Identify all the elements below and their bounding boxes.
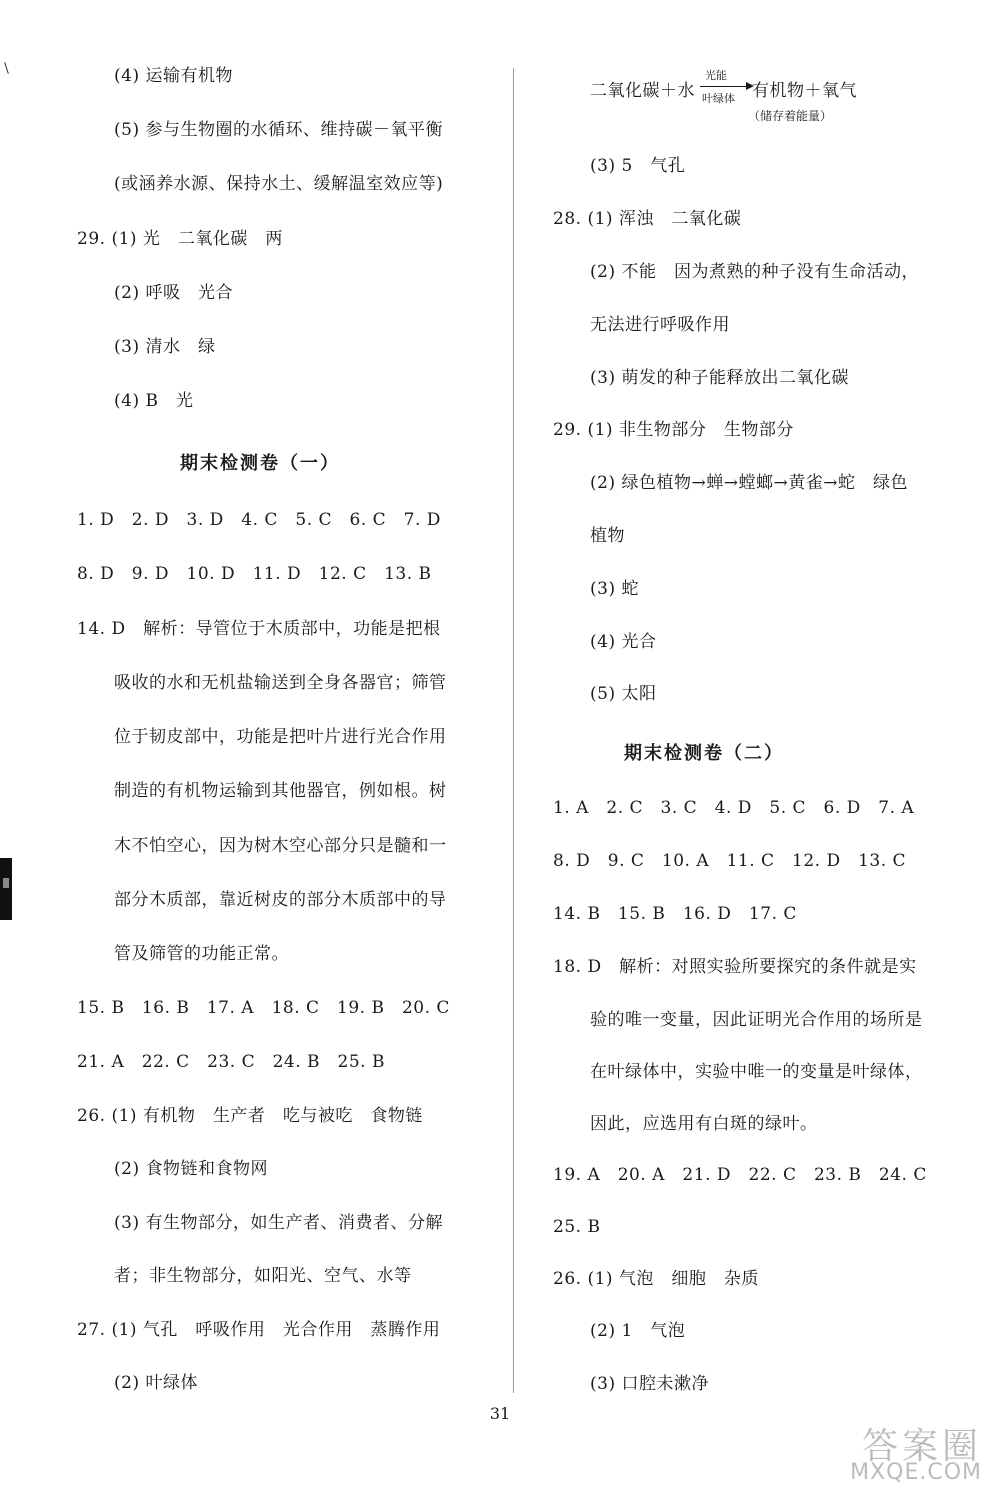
left-line: (2) 食物链和食物网 — [114, 1159, 268, 1179]
margin-mark-inner — [3, 878, 9, 888]
right-line: (2) 1 气泡 — [590, 1321, 686, 1341]
left-line: 15. B 16. B 17. A 18. C 19. B 20. C — [77, 998, 450, 1018]
margin-mark — [0, 858, 12, 920]
column-divider — [513, 68, 514, 1393]
right-line: (3) 萌发的种子能释放出二氧化碳 — [590, 368, 849, 388]
right-line: 29. (1) 非生物部分 生物部分 — [553, 420, 794, 440]
watermark-logo — [822, 1418, 982, 1484]
right-line: (2) 不能 因为煮熟的种子没有生命活动， — [590, 262, 919, 282]
right-line: 26. (1) 气泡 细胞 杂质 — [553, 1269, 759, 1289]
left-line: 位于韧皮部中，功能是把叶片进行光合作用 — [114, 727, 447, 747]
right-line: (4) 光合 — [590, 632, 657, 652]
right-line: 因此，应选用有白斑的绿叶。 — [590, 1114, 818, 1134]
margin-tick — [4, 62, 9, 74]
left-line: (2) 呼吸 光合 — [114, 283, 233, 303]
right-line: 18. D 解析：对照实验所要探究的条件就是实 — [553, 957, 917, 977]
left-line: 29. (1) 光 二氧化碳 两 — [77, 229, 283, 249]
right-line: 验的唯一变量，因此证明光合作用的场所是 — [590, 1010, 923, 1030]
right-line: 19. A 20. A 21. D 22. C 23. B 24. C — [553, 1165, 927, 1185]
right-line: 1. A 2. C 3. C 4. D 5. C 6. D 7. A — [553, 798, 915, 818]
equation-condition-light: 光能 — [705, 69, 727, 82]
equation-condition-chloroplast: 叶绿体 — [702, 92, 735, 105]
left-line: (2) 叶绿体 — [114, 1373, 198, 1393]
right-line: 无法进行呼吸作用 — [590, 315, 730, 335]
watermark-url: MXQE.COM — [850, 1460, 982, 1485]
right-line: 14. B 15. B 16. D 17. C — [553, 904, 797, 924]
equation-arrow-line — [700, 86, 752, 87]
section-heading-final-exam-1: 期末检测卷（一） — [180, 453, 340, 474]
left-line: (4) B 光 — [114, 391, 194, 411]
left-line: 26. (1) 有机物 生产者 吃与被吃 食物链 — [77, 1106, 423, 1126]
left-line: (或涵养水源、保持水土、缓解温室效应等) — [114, 174, 444, 194]
left-line: 1. D 2. D 3. D 4. C 5. C 6. C 7. D — [77, 510, 441, 530]
left-line: 8. D 9. D 10. D 11. D 12. C 13. B — [77, 564, 432, 584]
left-line: 21. A 22. C 23. C 24. B 25. B — [77, 1052, 385, 1072]
left-line: 制造的有机物运输到其他器官，例如根。树 — [114, 781, 447, 801]
right-line: 8. D 9. C 10. A 11. C 12. D 13. C — [553, 851, 907, 871]
left-line: 部分木质部，靠近树皮的部分木质部中的导 — [114, 890, 447, 910]
right-line: (3) 蛇 — [590, 579, 639, 599]
left-line: 27. (1) 气孔 呼吸作用 光合作用 蒸腾作用 — [77, 1320, 441, 1340]
page-number: 31 — [489, 1404, 511, 1423]
right-line: (3) 口腔未漱净 — [590, 1374, 709, 1394]
left-line: 吸收的水和无机盐输送到全身各器官；筛管 — [114, 673, 447, 693]
right-line: (5) 太阳 — [590, 684, 657, 704]
right-line: 28. (1) 浑浊 二氧化碳 — [553, 209, 742, 229]
left-line: 管及筛管的功能正常。 — [114, 944, 289, 964]
right-line: 在叶绿体中，实验中唯一的变量是叶绿体， — [590, 1062, 923, 1082]
equation-note: （储存着能量） — [748, 109, 833, 123]
right-line: (3) 5 气孔 — [590, 156, 686, 176]
left-line: (4) 运输有机物 — [114, 66, 233, 86]
photosynthesis-equation — [590, 70, 890, 130]
right-line: 25. B — [553, 1217, 601, 1237]
left-line: (3) 有生物部分，如生产者、消费者、分解 — [114, 1213, 443, 1233]
left-line: 木不怕空心，因为树木空心部分只是髓和一 — [114, 836, 447, 856]
equation-products: 有机物＋氧气 — [752, 81, 857, 101]
left-line: (5) 参与生物圈的水循环、维持碳－氧平衡 — [114, 120, 443, 140]
left-line: (3) 清水 绿 — [114, 337, 216, 357]
right-line: 植物 — [590, 526, 625, 546]
left-line: 14. D 解析：导管位于木质部中，功能是把根 — [77, 619, 441, 639]
section-heading-final-exam-2: 期末检测卷（二） — [624, 743, 784, 764]
equation-reactants: 二氧化碳＋水 — [590, 81, 695, 101]
left-line: 者；非生物部分，如阳光、空气、水等 — [114, 1266, 412, 1286]
right-line: (2) 绿色植物→蝉→螳螂→黄雀→蛇 绿色 — [590, 473, 908, 493]
watermark-text: 答案圈 — [861, 1426, 982, 1467]
